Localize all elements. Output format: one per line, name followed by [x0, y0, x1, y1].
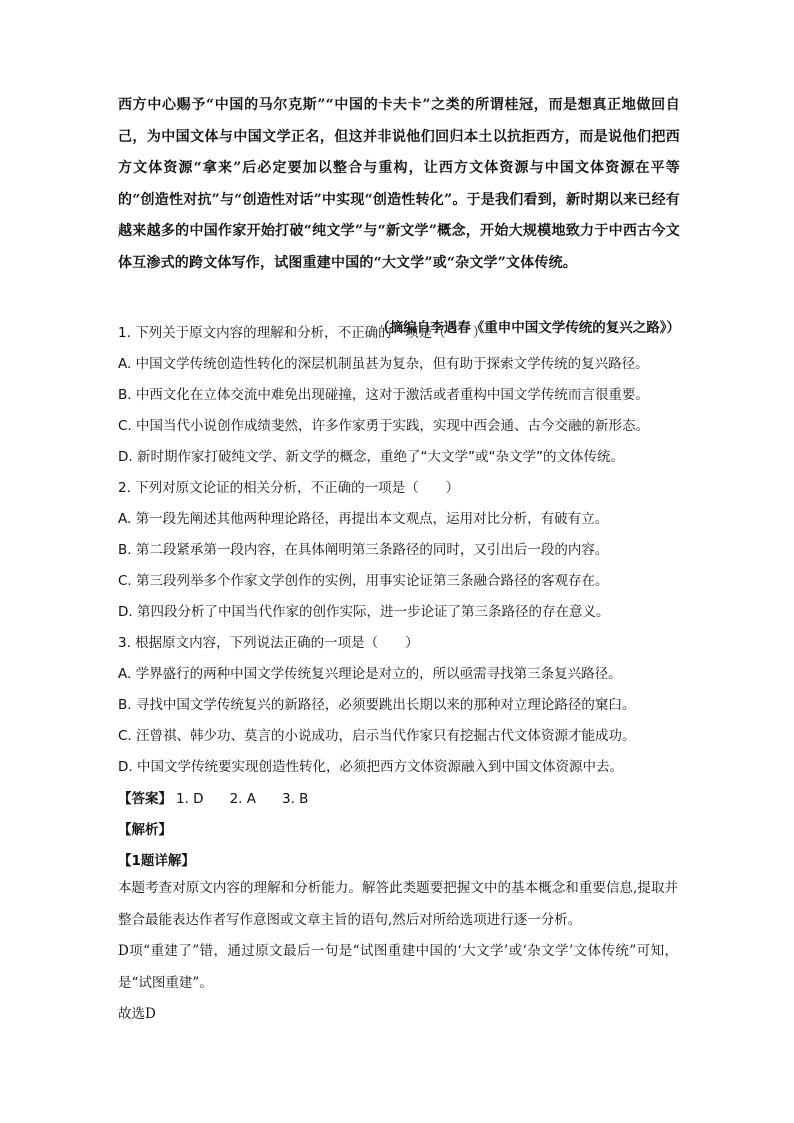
- question-2-option-b: B. 第二段紧承第一段内容，在具体阐明第三条路径的同时，又引出后一段的内容。: [118, 542, 609, 558]
- question-3-option-c: C. 汪曾祺、韩少功、莫言的小说成功，启示当代作家只有挖掘古代文体资源才能成功。: [118, 728, 636, 744]
- question-1-option-d: D. 新时期作家打破纯文学、新文学的概念，重绝了“大文学”或“杂文学”的文体传统。: [118, 449, 624, 465]
- analysis-paragraph: D项“重建了”错，通过原文最后一句是“试图重建中国的‘大文学’或‘杂文学’文体传统”可知，是“试图重建”。: [118, 943, 678, 991]
- question-3-option-b: B. 寻找中国文学传统复兴的新路径，必须要跳出长期以来的那种对立理论路径的窠臼。: [118, 697, 636, 713]
- passage-paragraph: 西方中心赐予“中国的马尔克斯”“中国的卡夫卡”之类的所谓桂冠，而是想真正地做回自己，为中国文体与中国文学正名，但这并非说他们回归本土以抗拒西方，而是说他们把西方文体资源“拿来”后必定要加以整合与重构，让西方文体资源与中国文体资源在平等的“创造性对抗”与“创造性对话”中实现“创造性转化”。于是我们看到，新时期以来已经有越来越多的中国作家开始打破“纯文学”与“新文学”概念，开始大规模地致力于中西古今文体互渗式的跨文体写作，试图重建中国的“大文学”或“杂文学”文体传统。: [118, 97, 680, 271]
- question-2-option-d: D. 第四段分析了中国当代作家的创作实际，进一步论证了第三条路径的存在意义。: [118, 604, 610, 620]
- source-citation: （摘编自李遇春《重申中国文学传统的复兴之路》）: [376, 320, 680, 336]
- question-3-stem: 3. 根据原文内容，下列说法正确的一项是（ ）: [118, 635, 419, 651]
- question-3-option-a: A. 学界盛行的两种中国文学传统复兴理论是对立的，所以亟需寻找第三条复兴路径。: [118, 666, 622, 682]
- answer-item: 3. B: [282, 791, 309, 807]
- answer-tag: 【答案】: [118, 791, 172, 807]
- question-1-option-c: C. 中国当代小说创作成绩斐然，许多作家勇于实践，实现中西会通、古今交融的新形态。: [118, 418, 650, 434]
- question-1-stem: 1. 下列关于原文内容的理解和分析，不正确的一项是（ ）: [118, 325, 487, 341]
- question-1-option-a: A. 中国文学传统创造性转化的深层机制虽甚为复杂，但有助于探索文学传统的复兴路径。: [118, 356, 649, 372]
- question-1-option-b: B. 中西文化在立体交流中难免出现碰撞，这对于激活或者重构中国文学传统而言很重要。: [118, 387, 649, 403]
- passage-text-block: [118, 90, 680, 279]
- analysis-conclusion: 故选D: [118, 1006, 156, 1022]
- question-2-option-c: C. 第三段列举多个作家文学创作的实例，用事实论证第三条融合路径的客观存在。: [118, 573, 609, 589]
- answer-row: [118, 787, 308, 807]
- answer-item: 2. A: [229, 791, 256, 807]
- question-3-option-d: D. 中国文学传统要实现创造性转化，必须把西方文体资源融入到中国文体资源中去。: [118, 759, 623, 775]
- question-2-option-a: A. 第一段先阐述其他两种理论路径，再提出本文观点，运用对比分析，有破有立。: [118, 511, 609, 527]
- question-2-stem: 2. 下列对原文论证的相关分析，不正确的一项是（ ）: [118, 480, 460, 496]
- detail-tag-question-1: 【1题详解】: [118, 853, 195, 869]
- analysis-paragraph: 本题考查对原文内容的理解和分析能力。解答此类题要把握文中的基本概念和重要信息,提取并整合最能表达作者写作意图或文章主旨的语句,然后对所给选项进行逐一分析。: [118, 880, 678, 928]
- analysis-tag: 【解析】: [118, 822, 172, 838]
- answer-item: 1. D: [176, 791, 204, 807]
